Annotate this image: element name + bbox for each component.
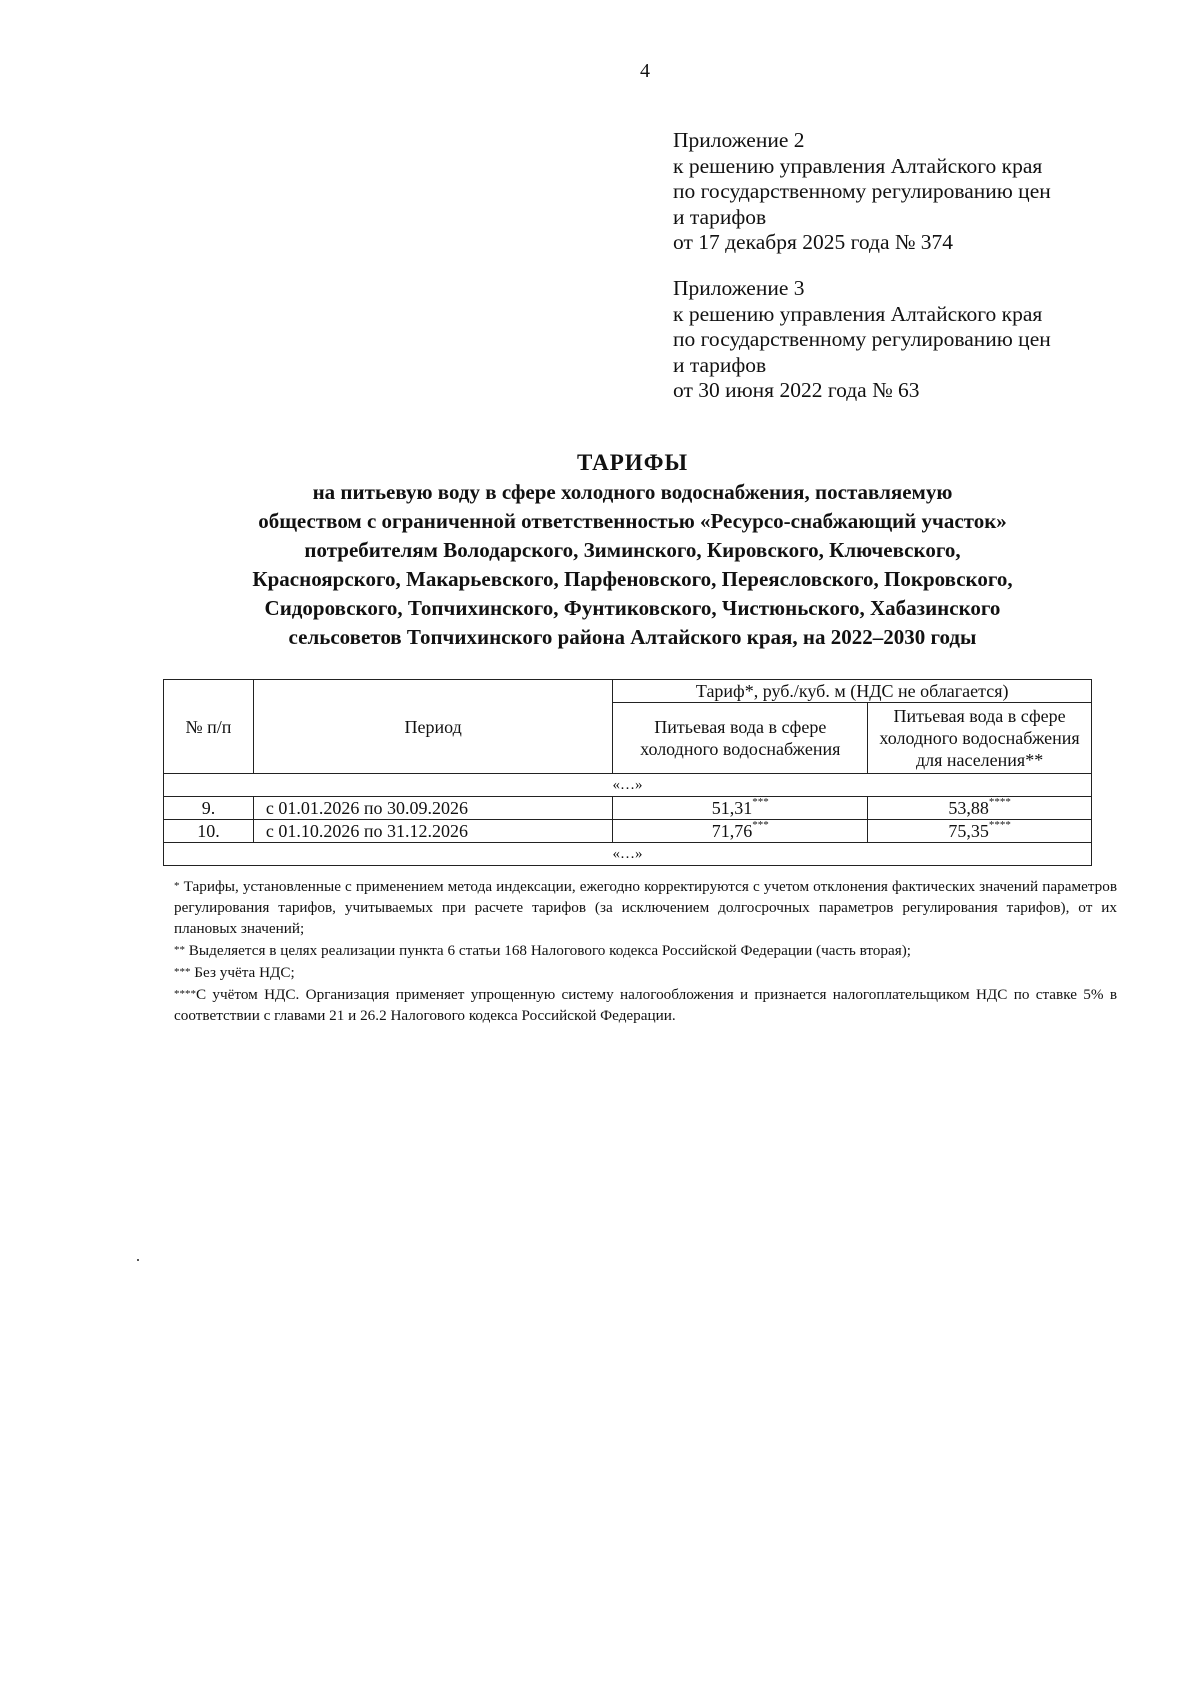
row-value-2 — [868, 820, 1092, 843]
footnote-text: Без учёта НДС; — [190, 964, 295, 981]
row-num: 9. — [164, 797, 254, 820]
footnote — [174, 984, 1117, 1026]
footnote-mark: * — [174, 880, 180, 892]
ellipsis-row: «…» — [164, 843, 1092, 866]
title-line: Красноярского, Макарьевского, Парфеновского, Переясловского, Покровского, — [252, 567, 1013, 591]
footnote — [174, 876, 1117, 939]
appendix-line: от 17 декабря 2025 года № 374 — [673, 230, 953, 254]
footnote-text: Выделяется в целях реализации пункта 6 статьи 168 Налогового кодекса Российской Федерации (часть вторая); — [185, 942, 912, 959]
appendix-2-header — [673, 128, 1143, 256]
footnote-mark: *** — [752, 819, 769, 831]
footnote-mark: ** — [174, 944, 185, 956]
document-title — [160, 448, 1105, 652]
title-line: потребителям Володарского, Зиминского, Кировского, Ключевского, — [304, 538, 961, 562]
footnote-mark: **** — [988, 796, 1011, 808]
header-drinking-water-population: Питьевая вода в сфере холодного водоснабжения для населения** — [868, 703, 1092, 774]
page-number: 4 — [640, 60, 650, 82]
appendix-line: и тарифов — [673, 204, 767, 229]
footnote-mark: *** — [752, 796, 769, 808]
appendix-line: от 30 июня 2022 года № 63 — [673, 378, 920, 402]
row-period: с 01.01.2026 по 30.09.2026 — [253, 797, 613, 820]
appendix-title: Приложение 3 — [673, 276, 805, 300]
footnote-text: Тарифы, установленные с применением метода индексации, ежегодно корректируются с учетом отклонения фактических значений параметров регулирования тарифов, учитываемых при расчете тарифов (за исключением долгосрочных параметров регулирования тарифов), от их плановых значений; — [174, 878, 1117, 937]
appendix-line: по государственному регулированию цен — [673, 179, 1051, 203]
row-value-1 — [613, 797, 868, 820]
footnote — [174, 940, 1117, 961]
ellipsis-row: «…» — [164, 774, 1092, 797]
appendix-line: и тарифов — [673, 352, 767, 377]
footnote — [174, 962, 1117, 983]
title-line: обществом с ограниченной ответственностью «Ресурсо-снабжающий участок» — [258, 509, 1007, 533]
appendix-line: к решению управления Алтайского края — [673, 153, 1043, 178]
appendix-line: к решению управления Алтайского края — [673, 301, 1043, 326]
value: 71,76 — [711, 821, 753, 841]
footnotes — [174, 876, 1117, 1027]
footnote-mark: **** — [988, 819, 1011, 831]
title-line: на питьевую воду в сфере холодного водоснабжения, поставляемую — [312, 480, 953, 504]
footnote-mark: **** — [174, 988, 196, 1000]
title-line: сельсоветов Топчихинского района Алтайского края, на 2022–2030 годы — [288, 625, 977, 649]
title-line: Сидоровского, Топчихинского, Фунтиковского, Чистюньского, Хабазинского — [264, 596, 1001, 620]
value: 75,35 — [948, 821, 989, 841]
value: 51,31 — [711, 798, 753, 818]
footnote-text: С учётом НДС. Организация применяет упрощенную систему налогообложения и признается налогоплательщиком НДС по ставке 5% в соответствии с главами 21 и 26.2 Налогового кодекса Российской Федерации. — [174, 986, 1117, 1024]
tariff-table — [163, 679, 1092, 866]
appendix-title: Приложение 2 — [673, 128, 805, 152]
row-num: 10. — [164, 820, 254, 843]
appendix-line: по государственному регулированию цен — [673, 327, 1051, 351]
header-num: № п/п — [164, 680, 254, 774]
row-period: с 01.10.2026 по 31.12.2026 — [253, 820, 613, 843]
title-subtitle — [160, 478, 1105, 652]
row-value-1 — [613, 820, 868, 843]
footnote-mark: *** — [174, 966, 191, 978]
table-row — [164, 820, 1092, 843]
title-main: ТАРИФЫ — [576, 450, 689, 475]
table-row — [164, 797, 1092, 820]
header-tariff-group: Тариф*, руб./куб. м (НДС не облагается) — [613, 680, 1092, 703]
scan-dot — [137, 1259, 139, 1261]
appendix-3-header — [673, 276, 1143, 404]
value: 53,88 — [948, 798, 989, 818]
header-period: Период — [253, 680, 613, 774]
header-drinking-water: Питьевая вода в сфере холодного водоснабжения — [613, 703, 868, 774]
row-value-2 — [868, 797, 1092, 820]
